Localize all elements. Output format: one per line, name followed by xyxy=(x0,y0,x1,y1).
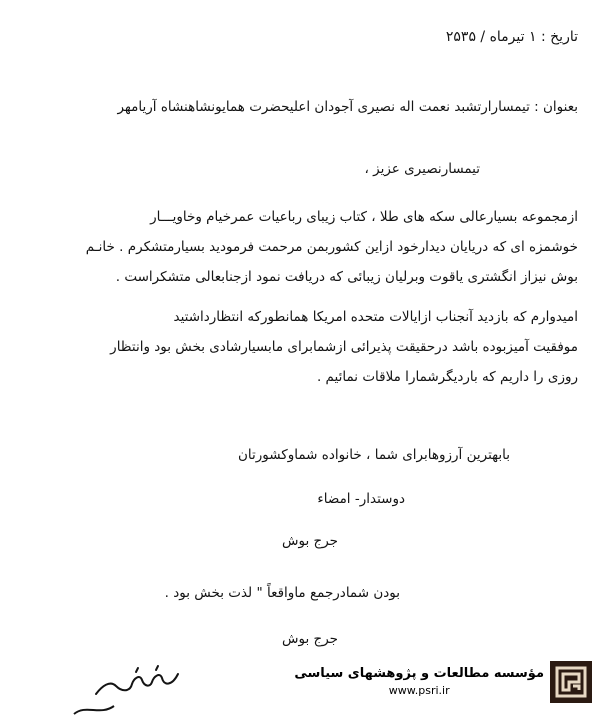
institute-url: www.psri.ir xyxy=(388,684,450,697)
institute-logo-icon xyxy=(550,661,592,703)
handwritten-signature xyxy=(92,664,182,704)
paragraph-2-line-2: موفقیت آمیزبوده باشد درحقیقت پذیرائی ازشمابرای مابسیارشادی بخش بود وانتظار xyxy=(110,339,578,355)
institute-logo-block xyxy=(292,655,592,709)
letter-salutation: تیمسارنصیری عزیز ، xyxy=(364,161,480,177)
ink-mark xyxy=(70,700,130,718)
institute-logo-text xyxy=(294,665,544,699)
paragraph-1-line-3: بوش نیزاز انگشتری یاقوت وبرلیان زیبائی که دریافت نمود ازجنابعالی متشکراست . xyxy=(115,269,578,285)
letter-addressee: بعنوان : تیمسارارتشبد نعمت اله نصیری آجودان اعلیحضرت همایونشاهنشاه آریامهر xyxy=(117,99,578,115)
paragraph-1-line-2: خوشمزه ای که دریایان دیدارخود ازاین کشوربمن مرحمت فرمودید بسیارمتشکرم . خانـم xyxy=(85,239,578,255)
friend-signature-label: دوستدار- امضاء xyxy=(317,491,405,507)
institute-name: مؤسسه مطالعات و پژوهشهای سیاسی xyxy=(294,666,544,681)
paragraph-1-line-1: ازمجموعه بسیارعالی سکه های طلا ، کتاب زیبای رباعیات عمرخیام وخاویـــار xyxy=(150,209,578,225)
paragraph-2-line-3: روزی را داریم که باردیگرشمارا ملاقات نمائیم . xyxy=(316,369,578,385)
paragraph-2-line-1: امیدوارم که بازدید آنجناب ازایالات متحده امریکا همانطورکه انتظارداشتید xyxy=(173,309,578,325)
signer-name-2: جرج بوش xyxy=(281,631,338,647)
letter-closing: بابهترین آرزوهابرای شما ، خانواده شماوکشورتان xyxy=(237,447,510,463)
letter-date: تاریخ : ۱ تیرماه / ۲۵۳۵ xyxy=(445,29,578,45)
postscript: بودن شمادرجمع ماواقعاً " لذت بخش بود . xyxy=(164,585,400,601)
signer-name-1: جرج بوش xyxy=(281,533,338,549)
